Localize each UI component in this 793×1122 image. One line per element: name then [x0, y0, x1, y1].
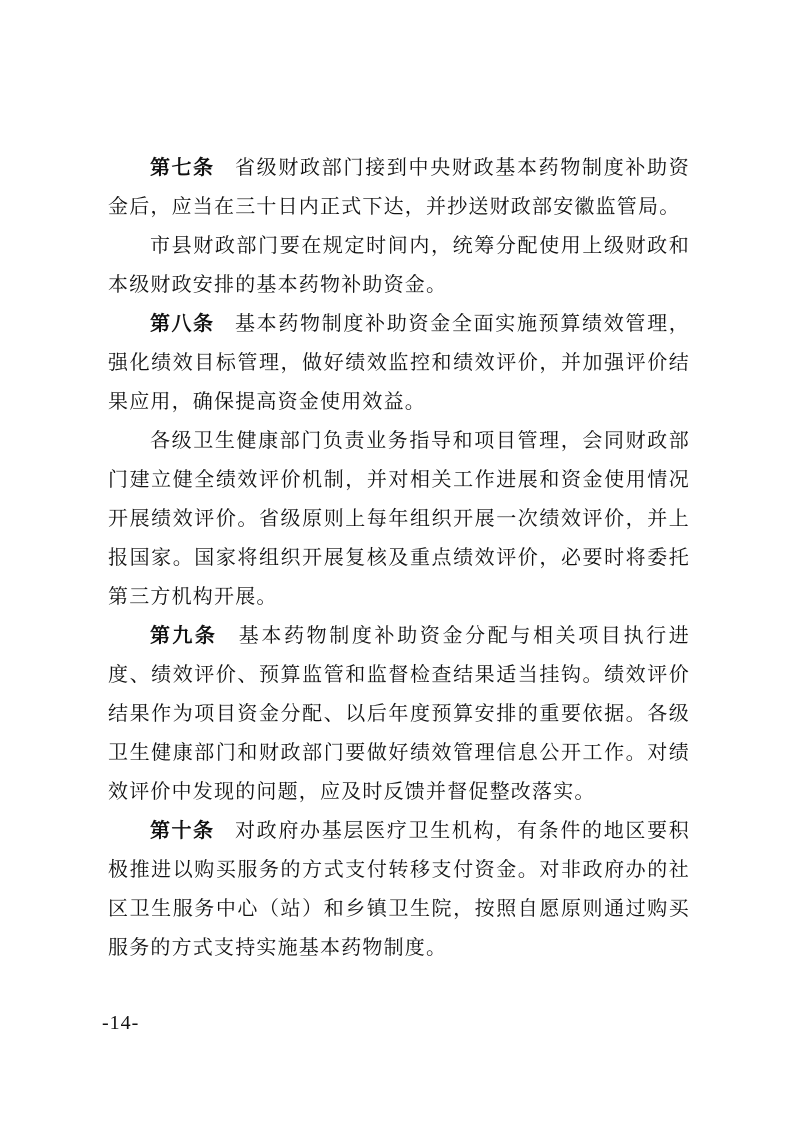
article-7-text: 省级财政部门接到中央财政基本药物制度补助资金后，应当在三十日内正式下达，并抄送财政部安徽监管局。: [108, 155, 691, 218]
article-9-paragraph: [108, 616, 690, 811]
article-8-continuation-text: 各级卫生健康部门负责业务指导和项目管理，会同财政部门建立健全绩效评价机制，并对相关工作进展和资金使用情况开展绩效评价。省级原则上每年组织开展一次绩效评价，并上报国家。国家将组织开展复核及重点绩效评价，必要时将委托第三方机构开展。: [108, 428, 690, 608]
article-7-paragraph: [108, 148, 690, 226]
article-10-text: 对政府办基层医疗卫生机构，有条件的地区要积极推进以购买服务的方式支付转移支付资金。对非政府办的社区卫生服务中心（站）和乡镇卫生院，按照自愿原则通过购买服务的方式支持实施基本药物制度。: [108, 818, 691, 959]
article-10-paragraph: [108, 811, 690, 967]
page-number: -14-: [102, 1012, 140, 1034]
article-7-continuation: [108, 226, 690, 304]
article-8-paragraph: [108, 304, 690, 421]
article-8-continuation: [108, 421, 690, 616]
article-9-text: 基本药物制度补助资金分配与相关项目执行进度、绩效评价、预算监管和监督检查结果适当挂钩。绩效评价结果作为项目资金分配、以后年度预算安排的重要依据。各级卫生健康部门和财政部门要做好绩效管理信息公开工作。对绩效评价中发现的问题，应及时反馈并督促整改落实。: [108, 623, 691, 803]
article-7-heading: 第七条: [150, 155, 215, 179]
article-8-text: 基本药物制度补助资金全面实施预算绩效管理，强化绩效目标管理，做好绩效监控和绩效评价，并加强评价结果应用，确保提高资金使用效益。: [108, 311, 691, 413]
article-8-heading: 第八条: [150, 311, 215, 335]
article-10-heading: 第十条: [150, 818, 215, 842]
article-9-heading: 第九条: [150, 623, 218, 647]
body-text: [108, 148, 690, 967]
article-7-continuation-text: 市县财政部门要在规定时间内，统筹分配使用上级财政和本级财政安排的基本药物补助资金。: [108, 233, 690, 296]
